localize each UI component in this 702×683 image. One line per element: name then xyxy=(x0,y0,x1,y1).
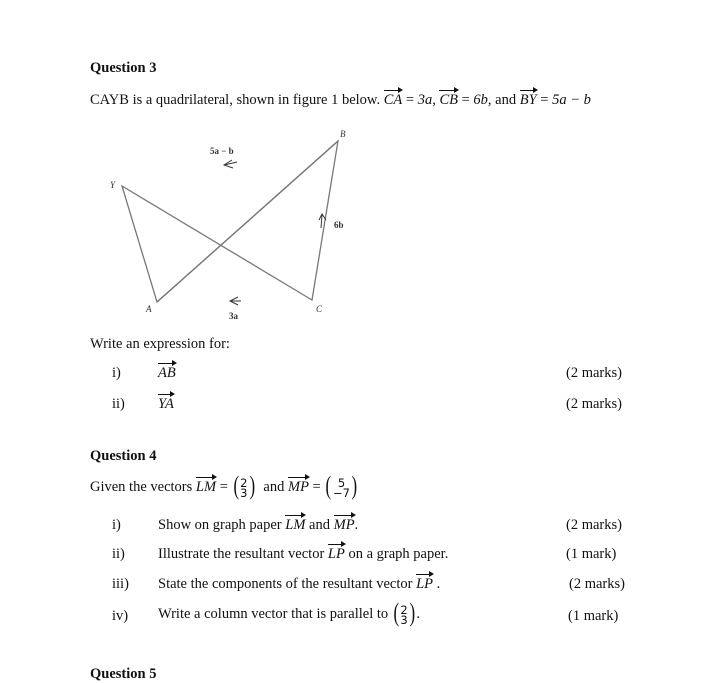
vertex-label-c: C xyxy=(316,304,323,314)
question-5-heading: Question 5 xyxy=(90,666,157,682)
q4-part-4-marks: (1 mark) xyxy=(568,608,619,624)
question-3-heading: Question 3 xyxy=(90,60,157,76)
vertex-label-y: Y xyxy=(110,180,116,190)
q4-part-4-text: Write a column vector that is parallel to ( 2 3 ) . xyxy=(158,598,421,627)
lm-column-vector: ( 2 3 ) xyxy=(233,471,255,501)
q4-part-2-marks: (1 mark) xyxy=(566,546,617,562)
parallel-column-vector: ( 2 3 ) xyxy=(393,598,415,627)
q3-part-1-number: i) xyxy=(112,365,121,381)
edge-label-ca: 3a xyxy=(229,311,238,321)
question-3-intro: CAYB is a quadrilateral, shown in figure 1 below. CA = 3a, CB = 6b, and BY = 5a − b xyxy=(90,89,591,109)
question-4-intro: Given the vectors LM = ( 2 3 ) and MP = ( 5 −7 ) xyxy=(90,471,358,501)
vertex-label-a: A xyxy=(146,304,152,314)
q3-part-1-marks: (2 marks) xyxy=(566,365,622,381)
q4-part-3-number: iii) xyxy=(112,576,129,592)
q3-part-1-vector: AB xyxy=(158,362,176,382)
q4-part-1-marks: (2 marks) xyxy=(566,517,622,533)
q4-part-3-text: State the components of the resultant vector LP . xyxy=(158,573,440,593)
q4-part-2-text: Illustrate the resultant vector LP on a graph paper. xyxy=(158,543,448,563)
q4-part-4-number: iv) xyxy=(112,608,129,624)
question-4-heading: Question 4 xyxy=(90,448,157,464)
q3-part-2-marks: (2 marks) xyxy=(566,396,622,412)
q4-part-2-number: ii) xyxy=(112,546,125,562)
q4-part-3-marks: (2 marks) xyxy=(569,576,625,592)
edge-label-cb: 6b xyxy=(334,220,344,230)
vertex-label-b: B xyxy=(340,129,346,139)
q4-part-1-number: i) xyxy=(112,517,121,533)
q3-part-2-number: ii) xyxy=(112,396,125,412)
q4-part-1-text: Show on graph paper LM and MP. xyxy=(158,514,358,534)
q3-part-2-vector: YA xyxy=(158,393,174,413)
edge-label-by: 5a − b xyxy=(210,146,234,156)
quadrilateral-figure xyxy=(100,122,370,327)
question-3-prompt: Write an expression for: xyxy=(90,336,230,352)
mp-column-vector: ( 5 −7 ) xyxy=(325,471,358,501)
